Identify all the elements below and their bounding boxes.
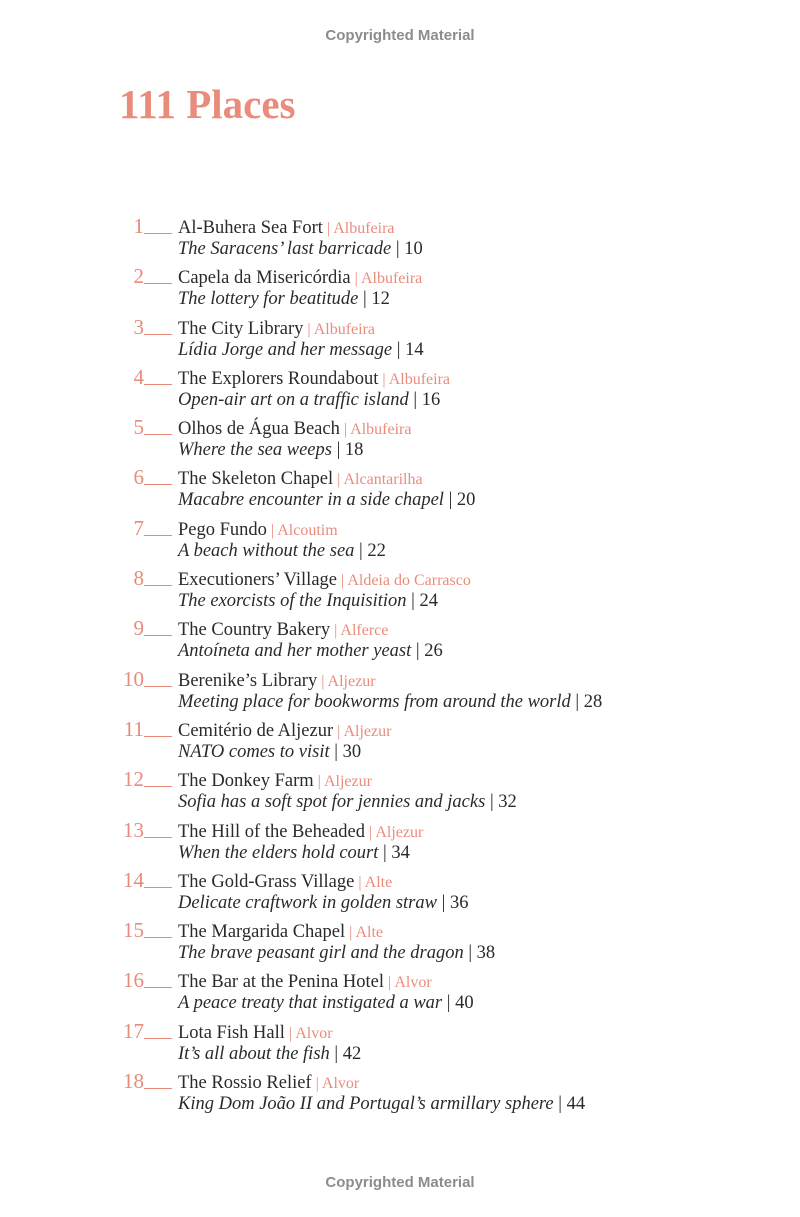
- entry-number: 18: [123, 1069, 144, 1094]
- leader-line: [144, 535, 172, 536]
- entry-subline: [178, 791, 517, 813]
- separator: |: [382, 370, 386, 388]
- separator: |: [317, 773, 321, 791]
- location-name: Albufeira: [388, 370, 451, 388]
- entry-subline: [178, 691, 602, 713]
- entry-location: [303, 321, 375, 338]
- entry-subline: [178, 540, 386, 562]
- separator: |: [334, 741, 338, 762]
- copyright-watermark-bottom: Copyrighted Material: [325, 1174, 475, 1191]
- leader-line: [144, 786, 172, 787]
- entry-location: [333, 471, 422, 488]
- entry-title: Olhos de Água Beach: [178, 419, 340, 440]
- toc-entry[interactable]: [0, 1018, 800, 1068]
- toc-entry[interactable]: [0, 967, 800, 1017]
- entry-location: [312, 1075, 360, 1092]
- entry-title: The Bar at the Penina Hotel: [178, 972, 385, 993]
- page-number: 22: [367, 540, 386, 561]
- separator: |: [446, 993, 451, 1014]
- separator: |: [448, 490, 453, 511]
- entry-number: 12: [123, 767, 144, 792]
- page-title: 111 Places: [119, 81, 296, 127]
- toc-entry[interactable]: [0, 414, 800, 464]
- page-ref: [354, 541, 385, 561]
- entry-location: [351, 270, 423, 287]
- entry-location: [384, 974, 432, 991]
- entry-subtitle: Antoíneta and her mother yeast: [178, 641, 412, 662]
- page-number: 12: [371, 289, 390, 310]
- entry-title: Executioners’ Village: [178, 570, 337, 591]
- entry-number: 6: [133, 465, 144, 490]
- entry-number: 17: [123, 1018, 144, 1043]
- page-ref: [330, 1044, 361, 1064]
- toc-entry[interactable]: [0, 263, 800, 313]
- page-number: 20: [456, 490, 476, 511]
- separator: |: [326, 220, 331, 237]
- entry-subtitle: NATO comes to visit: [178, 741, 330, 762]
- page-number: 36: [449, 892, 469, 913]
- page-number: 28: [583, 691, 603, 712]
- entry-heading: [178, 1022, 333, 1045]
- entry-location: [345, 924, 383, 941]
- entry-subline: [178, 439, 363, 461]
- page-ref: [464, 943, 495, 963]
- separator: |: [362, 289, 367, 310]
- separator: |: [358, 873, 362, 891]
- entry-title: The Rossio Relief: [178, 1073, 312, 1094]
- entry-heading: [178, 368, 450, 391]
- entry-number: 7: [133, 515, 144, 540]
- location-name: Alcoutim: [277, 521, 338, 539]
- entry-subtitle: The lottery for beatitude: [178, 289, 359, 310]
- leader-line: [144, 484, 172, 485]
- entry-subline: [178, 238, 423, 260]
- leader-line: [144, 686, 172, 687]
- entry-subline: [178, 389, 440, 411]
- page-ref: [442, 993, 473, 1013]
- location-name: Aljezur: [327, 672, 376, 690]
- entry-subtitle: Delicate craftwork in golden straw: [178, 892, 437, 913]
- separator: |: [415, 641, 420, 662]
- page-number: 18: [344, 440, 364, 461]
- entry-location: [314, 773, 372, 790]
- entry-heading: [178, 569, 471, 592]
- page-number: 34: [391, 842, 410, 863]
- entry-heading: [178, 318, 375, 341]
- page-number: 32: [498, 792, 517, 813]
- entry-number: 8: [133, 566, 144, 591]
- leader-line: [144, 1038, 172, 1039]
- entry-location: [285, 1025, 333, 1042]
- leader-line: [144, 334, 172, 335]
- entry-subtitle: When the elders hold court: [178, 842, 379, 863]
- separator: |: [341, 572, 345, 590]
- entry-title: Lota Fish Hall: [178, 1022, 285, 1043]
- entry-heading: [178, 519, 338, 542]
- entry-number: 13: [123, 817, 144, 842]
- leader-line: [144, 585, 172, 586]
- separator: |: [359, 540, 363, 561]
- entry-number: 14: [123, 867, 144, 892]
- entry-heading: [178, 418, 411, 441]
- entry-location: [333, 723, 391, 740]
- leader-line: [144, 837, 172, 838]
- entry-heading: [178, 921, 383, 944]
- toc-entry[interactable]: [0, 817, 800, 867]
- page-ref: [391, 239, 422, 259]
- toc-entry[interactable]: [0, 1068, 800, 1118]
- entry-heading: [178, 468, 423, 491]
- entry-subline: [178, 640, 443, 662]
- entry-subline: [178, 992, 474, 1014]
- entry-subline: [178, 1043, 361, 1065]
- location-name: Albufeira: [333, 220, 395, 237]
- location-name: Aljezur: [323, 773, 372, 791]
- page-ref: [571, 692, 602, 712]
- entry-title: Al-Buhera Sea Fort: [178, 218, 323, 238]
- entry-title: The Skeleton Chapel: [178, 469, 334, 490]
- page-ref: [392, 340, 423, 360]
- entry-location: [267, 522, 338, 539]
- entry-title: The Hill of the Beheaded: [178, 821, 365, 842]
- entry-number: 5: [133, 415, 144, 440]
- entry-title: Cemitério de Aljezur: [178, 720, 334, 741]
- entry-subtitle: A beach without the sea: [178, 540, 355, 561]
- page-ref: [407, 591, 438, 611]
- entry-number: 2: [133, 264, 144, 289]
- page-ref: [444, 490, 475, 510]
- entry-subtitle: Lídia Jorge and her message: [178, 339, 393, 360]
- entry-number: 10: [123, 666, 144, 691]
- page-number: 16: [421, 389, 441, 410]
- entry-title: The Margarida Chapel: [178, 922, 346, 943]
- entry-subline: [178, 1093, 585, 1115]
- leader-line: [144, 736, 172, 737]
- entry-heading: [178, 971, 432, 994]
- entry-title: Capela da Misericórdia: [178, 268, 351, 289]
- page-number: 30: [342, 741, 362, 762]
- toc-entry[interactable]: [0, 615, 800, 665]
- location-name: Alcantarilha: [343, 471, 423, 489]
- entry-heading: [178, 720, 391, 743]
- separator: |: [489, 792, 494, 813]
- entry-number: 15: [123, 918, 144, 943]
- location-name: Aljezur: [375, 823, 424, 841]
- separator: |: [388, 974, 392, 992]
- separator: |: [354, 270, 358, 288]
- separator: |: [343, 421, 348, 439]
- entry-subtitle: Open-air art on a traffic island: [178, 389, 409, 410]
- separator: |: [369, 823, 373, 841]
- entry-number: 4: [133, 364, 144, 389]
- page-number: 26: [424, 641, 443, 662]
- copyright-watermark-top: Copyrighted Material: [325, 27, 475, 44]
- entry-subline: [178, 942, 495, 964]
- location-name: Alte: [355, 924, 383, 942]
- location-name: Alvor: [295, 1024, 333, 1042]
- entry-number: 9: [133, 616, 144, 641]
- separator: |: [337, 722, 341, 740]
- entry-subtitle: King Dom João II and Portugal’s armillary sphere: [178, 1094, 554, 1115]
- location-name: Alte: [364, 873, 393, 891]
- toc-entry[interactable]: [0, 716, 800, 766]
- entry-heading: [178, 821, 423, 844]
- location-name: Albufeira: [350, 421, 412, 439]
- entry-subtitle: Sofia has a soft spot for jennies and jacks: [178, 792, 486, 813]
- page-ref: [332, 440, 363, 460]
- entry-heading: [178, 267, 422, 290]
- page-number: 24: [419, 591, 438, 612]
- leader-line: [144, 887, 172, 888]
- entry-subtitle: Meeting place for bookworms from around the world: [178, 691, 571, 712]
- leader-line: [144, 1088, 172, 1089]
- separator: |: [575, 691, 580, 712]
- separator: |: [468, 943, 473, 964]
- entry-subline: [178, 892, 468, 914]
- page-number: 42: [342, 1043, 362, 1064]
- page-number: 14: [405, 339, 424, 360]
- entry-subtitle: A peace treaty that instigated a war: [178, 993, 443, 1014]
- location-name: Alvor: [321, 1075, 360, 1093]
- separator: |: [337, 471, 341, 489]
- separator: |: [413, 389, 418, 410]
- separator: |: [558, 1094, 562, 1115]
- page-number: 38: [476, 943, 496, 964]
- entry-subline: [178, 842, 410, 864]
- entry-number: 3: [133, 314, 144, 339]
- table-of-contents: [0, 213, 800, 1118]
- toc-entry[interactable]: [0, 565, 800, 615]
- entry-heading: [178, 871, 392, 894]
- separator: |: [315, 1075, 319, 1093]
- toc-entry[interactable]: [0, 917, 800, 967]
- separator: |: [270, 521, 275, 539]
- entry-subline: [178, 741, 361, 763]
- entry-location: [337, 572, 471, 589]
- entry-location: [354, 874, 392, 891]
- entry-subline: [178, 288, 390, 310]
- entry-subtitle: Where the sea weeps: [178, 440, 332, 461]
- separator: |: [411, 591, 415, 612]
- entry-heading: [178, 619, 388, 642]
- entry-subtitle: The exorcists of the Inquisition: [178, 591, 407, 612]
- toc-entry[interactable]: [0, 766, 800, 816]
- entry-number: 1: [133, 214, 144, 238]
- page-ref: [437, 893, 468, 913]
- page-ref: [378, 843, 409, 863]
- separator: |: [441, 892, 446, 913]
- separator: |: [307, 320, 311, 338]
- page-number: 10: [404, 239, 423, 259]
- entry-heading: [178, 217, 395, 240]
- entry-subtitle: It’s all about the fish: [178, 1043, 330, 1064]
- toc-entry[interactable]: [0, 314, 800, 364]
- location-name: Aljezur: [343, 722, 392, 740]
- entry-title: The City Library: [178, 318, 304, 339]
- page-ref: [358, 289, 389, 309]
- page-ref: [554, 1094, 585, 1114]
- entry-title: The Country Bakery: [178, 620, 331, 641]
- separator: |: [334, 622, 338, 640]
- leader-line: [144, 283, 172, 284]
- page-ref: [409, 390, 440, 410]
- entry-location: [365, 824, 423, 841]
- page-ref: [411, 641, 442, 661]
- separator: |: [336, 440, 341, 461]
- entry-number: 16: [123, 968, 144, 993]
- toc-entry[interactable]: [0, 515, 800, 565]
- leader-line: [144, 384, 172, 385]
- location-name: Alferce: [340, 622, 389, 640]
- separator: |: [334, 1043, 339, 1064]
- entry-subline: [178, 339, 424, 361]
- entry-location: [330, 622, 388, 639]
- leader-line: [144, 434, 172, 435]
- entry-heading: [178, 1072, 359, 1095]
- location-name: Albufeira: [360, 270, 423, 288]
- separator: |: [395, 239, 400, 259]
- entry-title: The Donkey Farm: [178, 771, 314, 792]
- leader-line: [144, 987, 172, 988]
- entry-subtitle: The brave peasant girl and the dragon: [178, 943, 464, 964]
- entry-subtitle: The Saracens’ last barricade: [178, 239, 392, 259]
- separator: |: [396, 339, 401, 360]
- location-name: Alvor: [394, 974, 432, 992]
- entry-title: Berenike’s Library: [178, 670, 318, 691]
- separator: |: [321, 672, 325, 690]
- leader-line: [144, 635, 172, 636]
- entry-location: [317, 673, 375, 690]
- leader-line: [144, 233, 172, 234]
- location-name: Albufeira: [313, 320, 375, 338]
- entry-location: [340, 421, 412, 438]
- entry-title: The Gold-Grass Village: [178, 871, 355, 892]
- entry-subline: [178, 590, 438, 612]
- entry-location: [378, 371, 450, 388]
- leader-line: [144, 937, 172, 938]
- entry-number: 11: [123, 716, 144, 741]
- page-number: 44: [566, 1094, 586, 1115]
- separator: |: [383, 842, 387, 863]
- page-ref: [330, 742, 361, 762]
- separator: |: [288, 1024, 293, 1042]
- entry-subline: [178, 489, 475, 511]
- toc-entry[interactable]: [0, 867, 800, 917]
- entry-location: [323, 220, 395, 237]
- entry-subtitle: Macabre encounter in a side chapel: [178, 490, 444, 511]
- toc-entry[interactable]: [0, 666, 800, 716]
- location-name: Aldeia do Carrasco: [347, 572, 471, 590]
- toc-entry[interactable]: [0, 464, 800, 514]
- toc-entry[interactable]: [0, 213, 800, 263]
- entry-title: The Explorers Roundabout: [178, 368, 379, 389]
- separator: |: [349, 924, 353, 942]
- entry-heading: [178, 670, 376, 693]
- entry-title: Pego Fundo: [178, 519, 267, 540]
- entry-heading: [178, 770, 372, 793]
- page-number: 40: [455, 993, 474, 1014]
- page-ref: [485, 792, 516, 812]
- toc-entry[interactable]: [0, 364, 800, 414]
